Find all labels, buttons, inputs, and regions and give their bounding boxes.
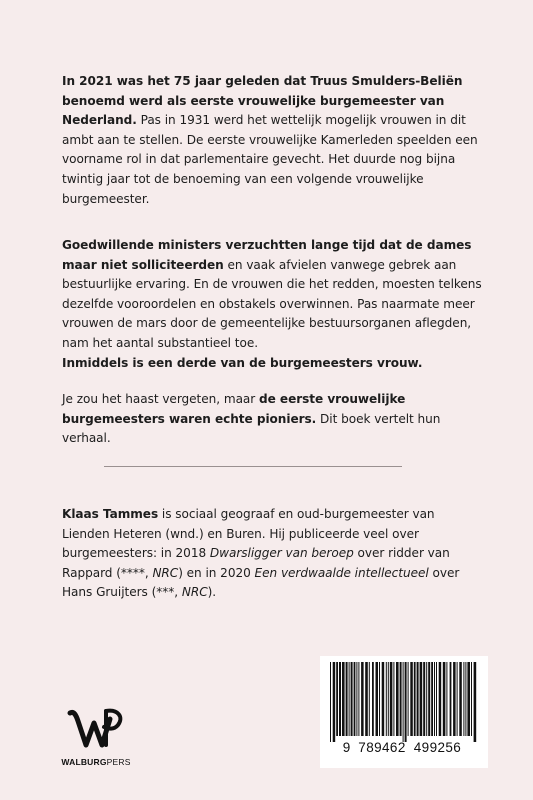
barcode-bars — [328, 662, 480, 742]
barcode-bar — [408, 662, 409, 736]
barcode-bar — [400, 662, 402, 736]
walburg-pers-logo-icon — [66, 705, 126, 753]
barcode-lead-digit: 9 — [342, 740, 351, 755]
barcode-bar — [405, 662, 407, 742]
barcode-bar — [471, 662, 472, 736]
barcode-bar — [403, 662, 404, 742]
publisher-name — [56, 757, 136, 767]
isbn-barcode — [320, 656, 488, 768]
ministers-bold-text: Goedwillende ministers verzuchtten lange tijd dat de dames maar niet solliciteerden — [62, 238, 472, 272]
barcode-group-1: 789462 — [358, 740, 406, 755]
barcode-bar — [459, 662, 462, 736]
barcode-bar — [361, 662, 364, 736]
barcode-bar — [333, 662, 336, 742]
barcode-bar — [390, 662, 393, 736]
pioneers-lead-text: Je zou het haast vergeten, maar — [62, 392, 260, 406]
pioneers-closing-text: Dit boek vertelt hun verhaal. — [62, 411, 441, 446]
barcode-bar — [465, 662, 466, 736]
ministers-closing-bold-text: Inmiddels is een derde van de burgemeesters vrouw. — [62, 355, 423, 370]
barcode-bar — [358, 662, 359, 736]
barcode-bar — [463, 662, 464, 736]
section-divider — [104, 466, 402, 467]
barcode-bar — [354, 662, 356, 736]
barcode-bar — [372, 662, 374, 736]
barcode-bar — [339, 662, 341, 736]
barcode-bar — [410, 662, 413, 736]
barcode-bar — [379, 662, 380, 736]
barcode-bar — [369, 662, 370, 736]
pioneers-bold-text: de eerste vrouwelijke burgemeesters waren echte pioniers. — [62, 392, 406, 426]
barcode-bar — [439, 662, 442, 736]
author-bio — [62, 505, 482, 603]
publisher-name-part-2: PERS — [106, 757, 131, 767]
ministers-text: en vaak afvielen vanwege gebrek aan bestuurlijke ervaring. En de vrouwen die het redden, moesten telkens dezelfde vooroordelen en obstakels overwinnen. Pas naarmate meer vrouwen de mars door de gemeentelijke bestuursorganen aflegden, nam het aantal substantieel toe. — [62, 257, 482, 350]
author-bio-text: over Hans Gruijters (***, — [62, 565, 460, 600]
barcode-bar — [457, 662, 458, 736]
author-bio-text: ). — [207, 585, 217, 600]
intro-bold-text: In 2021 was het 75 jaar geleden dat Truus Smulders-Beliën benoemd werd als eerste vrouwelijke burgemeester van Nederland. — [62, 74, 463, 128]
barcode-bar — [450, 662, 452, 736]
barcode-bar — [426, 662, 427, 736]
barcode-bar — [467, 662, 470, 736]
barcode-bar — [428, 662, 430, 736]
barcode-bar — [396, 662, 399, 736]
review-source-1: NRC — [152, 565, 179, 580]
barcode-bar — [351, 662, 353, 736]
author-bio-text: is sociaal geograaf en oud-burgemeester van Lienden Heteren (wnd.) en Buren. Hij publiceerde veel over burgemeesters: in 2018 — [62, 507, 435, 561]
book-title-1: Dwarsligger van beroep — [209, 546, 354, 561]
barcode-bar — [434, 662, 435, 736]
barcode-bar — [336, 662, 338, 736]
barcode-bar — [431, 662, 433, 736]
barcode-number — [320, 740, 488, 755]
barcode-bar — [446, 662, 447, 736]
barcode-bar — [365, 662, 368, 736]
barcode-bar — [346, 662, 348, 736]
author-name: Klaas Tammes — [62, 507, 159, 521]
barcode-bar — [423, 662, 425, 736]
barcode-bar — [342, 662, 345, 736]
barcode-bar — [420, 662, 423, 736]
barcode-bar — [414, 662, 416, 736]
barcode-bar — [417, 662, 419, 736]
barcode-bar — [474, 662, 477, 742]
barcode-bar — [356, 662, 357, 736]
author-bio-text: over ridder van Rappard (****, — [62, 546, 450, 580]
publisher-logo — [56, 705, 136, 775]
barcode-bar — [453, 662, 456, 736]
barcode-bar — [330, 662, 331, 742]
publisher-name-part-1: WALBURG — [61, 757, 107, 767]
book-title-2: Een verdwaalde intellectueel — [254, 565, 429, 580]
author-bio-text: ) en in 2020 — [178, 565, 255, 580]
barcode-bar — [376, 662, 379, 736]
review-source-2: NRC — [181, 585, 208, 600]
barcode-bar — [386, 662, 387, 736]
barcode-group-2: 499256 — [413, 740, 462, 755]
intro-text: Pas in 1931 werd het wettelijk mogelijk vrouwen in dit ambt aan te stellen. De eerste vrouwelijke Kamerleden speelden een voorname rol in dat parlementaire gevecht. Het duurde nog bijna twintig jaar tot de benoeming van een volgende vrouwelijke burgemeester. — [62, 113, 478, 206]
ministers-paragraph — [62, 236, 482, 373]
barcode-bar — [382, 662, 385, 736]
intro-paragraph — [62, 72, 482, 209]
barcode-bar — [393, 662, 394, 736]
barcode-bar — [443, 662, 446, 736]
barcode-bar — [436, 662, 437, 736]
pioneers-paragraph — [62, 390, 482, 449]
barcode-bar — [388, 662, 389, 736]
barcode-bar — [349, 662, 350, 736]
